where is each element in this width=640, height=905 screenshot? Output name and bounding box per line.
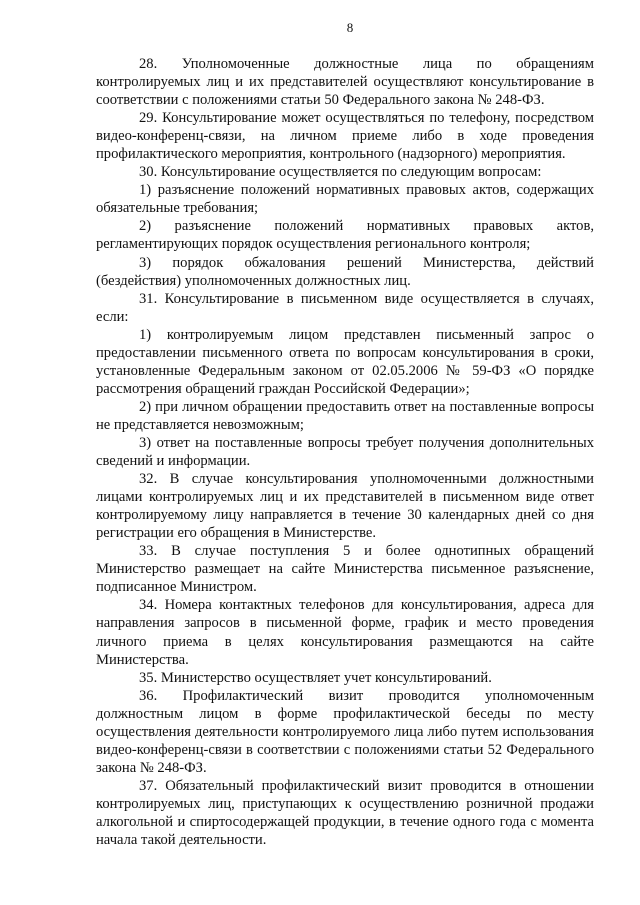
paragraph-32: 32. В случае консультирования уполномоченными должностными лицами контролируемых лиц и их представителей в письменном виде ответ контролируемому лицу направляется в течение 30 календарных дней со дня регистрации его обращения в Министерстве. — [96, 471, 594, 542]
paragraph-30: 30. Консультирование осуществляется по следующим вопросам: — [139, 164, 542, 181]
paragraph-31: 31. Консультирование в письменном виде осуществляется в случаях, если: — [96, 290, 594, 325]
paragraph-31-item-1: 1) контролируемым лицом представлен письменный запрос о предоставлении письменного ответа по вопросам консультирования в сроки, установленные Федеральным законом от 02.05.2006 № 59-ФЗ «О порядке рассмотрения обращений граждан Российской Федерации»; — [96, 326, 594, 397]
paragraph-35: 35. Министерство осуществляет учет консультирований. — [139, 669, 492, 686]
paragraph-36: 36. Профилактический визит проводится уполномоченным должностным лицом в форме профилактической беседы по месту осуществления деятельности контролируемого лица либо путем использования видео-конференц-связи в соответствии с положениями статьи 52 Федерального закона № 248-ФЗ. — [96, 687, 594, 776]
paragraph-28: 28. Уполномоченные должностные лица по обращениям контролируемых лиц и их представителей осуществляют консультирование в соответствии с положениями статьи 50 Федерального закона № 248-ФЗ. — [96, 56, 594, 109]
paragraph-30-item-1: 1) разъяснение положений нормативных правовых актов, содержащих обязательные требования; — [96, 182, 594, 217]
paragraph-31-item-3: 3) ответ на поставленные вопросы требует получения дополнительных сведений и информации. — [96, 434, 594, 470]
paragraph-31-item-2: 2) при личном обращении предоставить ответ на поставленные вопросы не представляется невозможным; — [96, 398, 594, 433]
paragraph-30-item-2: 2) разъяснение положений нормативных правовых актов, регламентирующих порядок осуществления регионального контроля; — [96, 218, 594, 253]
paragraph-30-item-3: 3) порядок обжалования решений Министерства, действий (бездействия) уполномоченных должностных лиц. — [96, 254, 594, 289]
paragraph-29: 29. Консультирование может осуществляться по телефону, посредством видео-конференц-связи, на личном приеме либо в ходе проведения профилактического мероприятия, контрольного (надзорного) мероприятия. — [96, 110, 594, 163]
paragraph-34: 34. Номера контактных телефонов для консультирования, адреса для направления запросов в письменной форме, график и место проведения личного приема в целях консультирования размещаются на сайте Министерства. — [96, 597, 594, 668]
paragraph-33: 33. В случае поступления 5 и более однотипных обращений Министерство размещает на сайте Министерства письменное разъяснение, подписанное Министром. — [96, 543, 594, 596]
paragraph-37: 37. Обязательный профилактический визит проводится в отношении контролируемых лиц, приступающих к осуществлению розничной продажи алкогольной и спиртосодержащей продукции, в течение одного года с момента начала такой деятельности. — [96, 777, 594, 849]
page-number: 8 — [346, 20, 354, 35]
